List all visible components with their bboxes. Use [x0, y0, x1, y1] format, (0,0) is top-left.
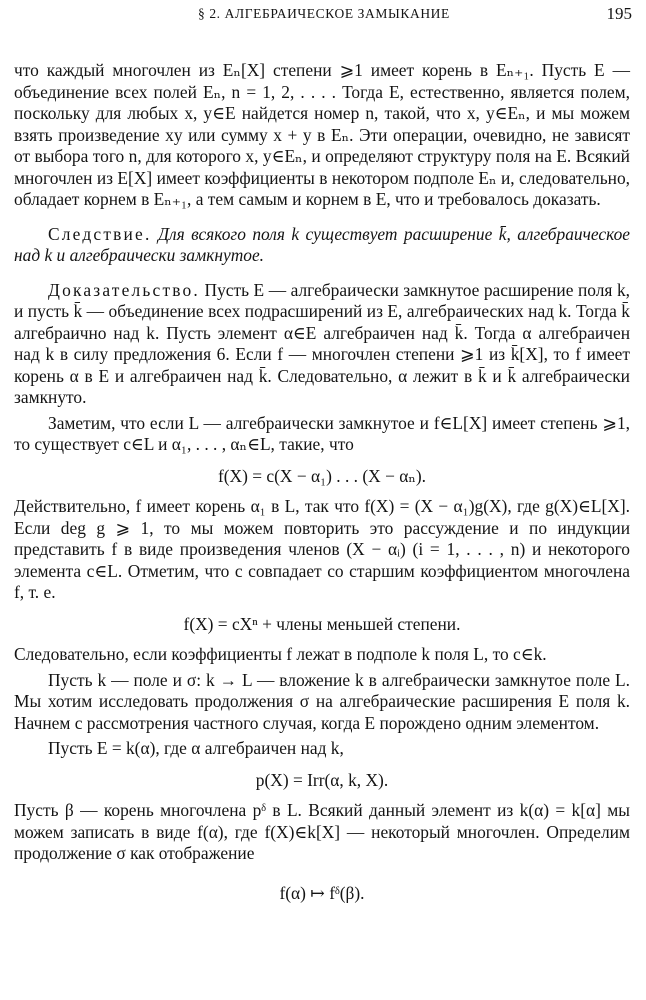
- corollary: [14, 224, 630, 267]
- page-body: [14, 60, 630, 904]
- proof-text: Пусть E — алгебраически замкнутое расширение поля k, и пусть k̄ — объединение всех подрасширений из E, алгебраических над k. Тогда k̄ алгебраично над k. Пусть элемент α∈E алгебраичен над k̄. Тогда α алгебраичен над k в силу предложения 6. Если f — многочлен степени ⩾1 из k̄[X], то f имеет корень α в E и алгебраичен над k̄. Следовательно, α лежит в k̄ и k̄ алгебраически замкнуто.: [14, 279, 630, 407]
- formula-irr: p(X) = Irr(α, k, X).: [255, 769, 389, 790]
- paragraph-therefore: Следовательно, если коэффициенты f лежат в подполе k поля L, то c∈k.: [14, 644, 547, 664]
- page-number: 195: [606, 4, 632, 23]
- corollary-text: Для всякого поля k существует расширение k̄, алгебраическое над k и алгебраически замкнутое.: [14, 223, 630, 265]
- proof-label: Доказательство.: [48, 279, 200, 300]
- paragraph-beta: Пусть β — корень многочлена pᵟ в L. Всякий данный элемент из k(α) = k[α] мы можем записать в виде f(α), где f(X)∈k[X] — некоторый многочлен. Определим продолжение σ как отображение: [14, 800, 630, 863]
- formula-leading-coefficient: f(X) = cXⁿ + члены меньшей степени.: [183, 613, 461, 634]
- paragraph-proof-end: что каждый многочлен из Eₙ[X] степени ⩾1 имеет корень в Eₙ₊₁. Пусть E — объединение всех полей Eₙ, n = 1, 2, . . . . Тогда E, естественно, является полем, поскольку для любых x, y∈E найдется номер n, такой, что x, y∈Eₙ, и мы можем взять произведение xy или сумму x + y в Eₙ. Эти операции, очевидно, не зависят от выбора того n, для которого x, y∈Eₙ, и определяют структуру поля на E. Всякий многочлен из E[X] имеет коэффициенты в некотором подполе Eₙ и, следовательно, обладает корнем в Eₙ₊₁, а тем самым и корнем в E, что и требовалось доказать.: [14, 60, 630, 209]
- running-head: § 2. АЛГЕБРАИЧЕСКОЕ ЗАМЫКАНИЕ: [198, 6, 450, 21]
- corollary-label: Следствие.: [48, 223, 152, 244]
- paragraph-let-e: Пусть E = k(α), где α алгебраичен над k,: [48, 738, 344, 758]
- paragraph-note: Заметим, что если L — алгебраически замкнутое и f∈L[X] имеет степень ⩾1, то существует c∈L и α₁, . . . , αₙ∈L, такие, что: [14, 412, 630, 454]
- paragraph-indeed: Действительно, f имеет корень α₁ в L, так что f(X) = (X − α₁)g(X), где g(X)∈L[X]. Если deg g ⩾ 1, то мы можем повторить это рассуждение и по индукции представить f в виде произведения членов (X − αᵢ) (i = 1, . . . , n) и некоторого элемента c∈L. Отметим, что c совпадает со старшим коэффициентом многочлена f, т. е.: [14, 496, 630, 602]
- proof: [14, 280, 630, 409]
- paragraph-embedding: Пусть k — поле и σ: k → L — вложение k в алгебраически замкнутое поле L. Мы хотим исследовать продолжения σ на алгебраические расширения E поля k. Начнем с рассмотрения частного случая, когда E порождено одним элементом.: [14, 669, 630, 733]
- formula-factorization: f(X) = c(X − α₁) . . . (X − αₙ).: [217, 465, 427, 486]
- formula-extension-map: f(α) ↦ fᵟ(β).: [279, 882, 365, 903]
- page-header: [0, 6, 646, 28]
